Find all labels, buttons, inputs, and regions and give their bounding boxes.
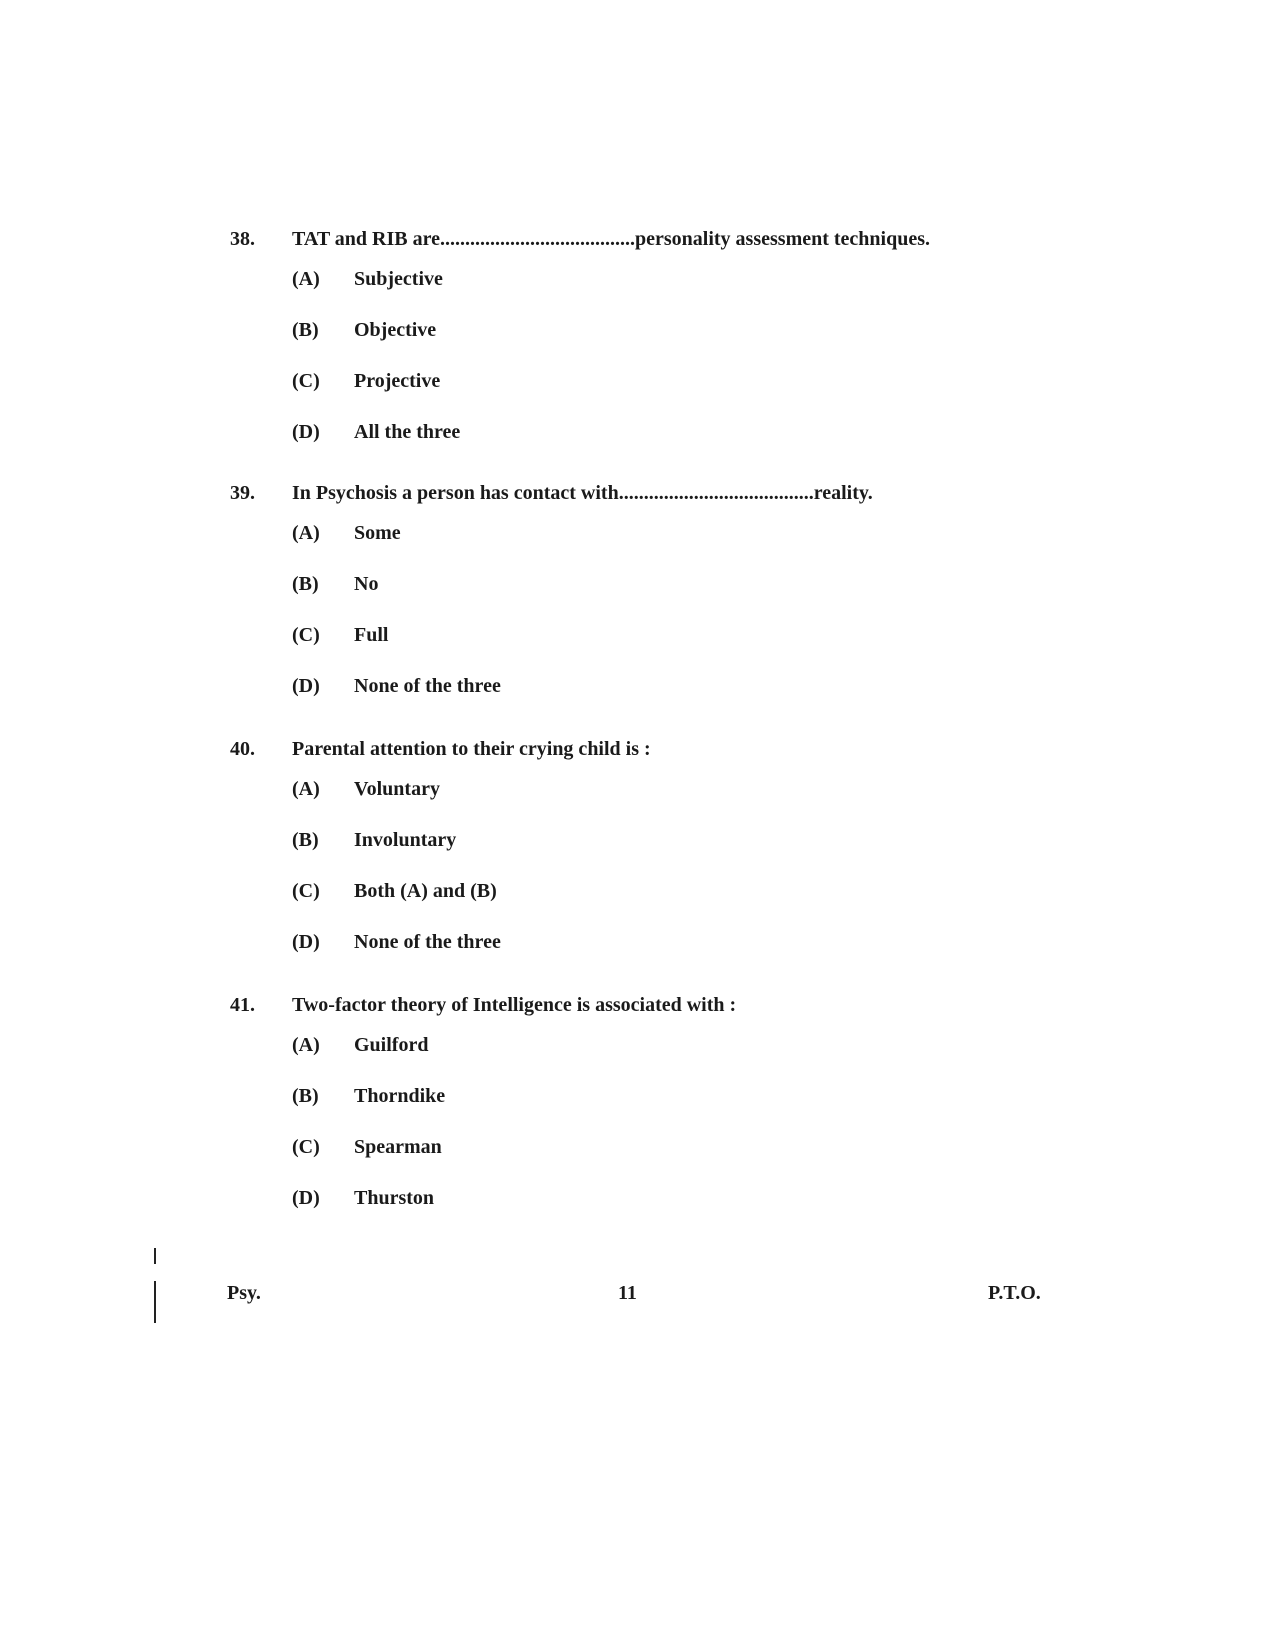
option-text: Subjective bbox=[354, 268, 443, 290]
option-label: (D) bbox=[292, 1187, 320, 1209]
question-number: 40. bbox=[230, 738, 255, 760]
option-label: (A) bbox=[292, 778, 320, 800]
option-label: (D) bbox=[292, 675, 320, 697]
option-label: (B) bbox=[292, 573, 319, 595]
option-text: Objective bbox=[354, 319, 437, 341]
question-text: Two-factor theory of Intelligence is associated with : bbox=[292, 994, 737, 1016]
option-text: Involuntary bbox=[354, 829, 457, 851]
option-label: (C) bbox=[292, 880, 320, 902]
option-c bbox=[292, 1136, 1030, 1187]
question-stem bbox=[230, 228, 1030, 268]
option-label: (C) bbox=[292, 624, 320, 646]
question-stem bbox=[230, 482, 1030, 522]
option-text: Some bbox=[354, 522, 401, 544]
option-label: (A) bbox=[292, 268, 320, 290]
option-d bbox=[292, 1187, 1030, 1238]
question-39 bbox=[230, 482, 1030, 726]
scan-margin-mark bbox=[154, 1281, 156, 1323]
question-stem bbox=[230, 738, 1030, 778]
question-number: 38. bbox=[230, 228, 255, 250]
option-text: Guilford bbox=[354, 1034, 429, 1056]
option-label: (D) bbox=[292, 931, 320, 953]
option-label: (B) bbox=[292, 829, 319, 851]
option-a bbox=[292, 778, 1030, 829]
option-text: Both (A) and (B) bbox=[354, 880, 497, 902]
option-b bbox=[292, 829, 1030, 880]
question-40 bbox=[230, 738, 1030, 982]
option-b bbox=[292, 573, 1030, 624]
option-text: Spearman bbox=[354, 1136, 442, 1158]
option-label: (D) bbox=[292, 421, 320, 443]
option-text: Thorndike bbox=[354, 1085, 446, 1107]
footer-pto: P.T.O. bbox=[988, 1282, 1041, 1304]
question-text: TAT and RIB are.......................................personality assessment techniques. bbox=[292, 228, 931, 250]
question-text: In Psychosis a person has contact with.......................................reality. bbox=[292, 482, 873, 504]
option-label: (A) bbox=[292, 522, 320, 544]
option-b bbox=[292, 1085, 1030, 1136]
option-text: Projective bbox=[354, 370, 441, 392]
question-stem bbox=[230, 994, 1030, 1034]
option-label: (B) bbox=[292, 1085, 319, 1107]
option-label: (C) bbox=[292, 370, 320, 392]
question-38 bbox=[230, 228, 1030, 472]
option-text: None of the three bbox=[354, 931, 501, 953]
option-label: (A) bbox=[292, 1034, 320, 1056]
option-text: All the three bbox=[354, 421, 461, 443]
option-a bbox=[292, 522, 1030, 573]
option-b bbox=[292, 319, 1030, 370]
option-c bbox=[292, 880, 1030, 931]
option-d bbox=[292, 675, 1030, 726]
option-label: (C) bbox=[292, 1136, 320, 1158]
scan-margin-mark bbox=[154, 1248, 156, 1264]
option-d bbox=[292, 421, 1030, 472]
option-text: None of the three bbox=[354, 675, 501, 697]
option-c bbox=[292, 624, 1030, 675]
footer-page-number: 11 bbox=[618, 1282, 637, 1304]
option-text: Full bbox=[354, 624, 389, 646]
option-d bbox=[292, 931, 1030, 982]
option-label: (B) bbox=[292, 319, 319, 341]
option-text: Voluntary bbox=[354, 778, 440, 800]
option-a bbox=[292, 1034, 1030, 1085]
footer-subject-code: Psy. bbox=[227, 1282, 261, 1304]
option-text: No bbox=[354, 573, 379, 595]
question-number: 39. bbox=[230, 482, 255, 504]
question-41 bbox=[230, 994, 1030, 1238]
option-a bbox=[292, 268, 1030, 319]
option-text: Thurston bbox=[354, 1187, 435, 1209]
question-text: Parental attention to their crying child is : bbox=[292, 738, 651, 760]
question-number: 41. bbox=[230, 994, 255, 1016]
option-c bbox=[292, 370, 1030, 421]
